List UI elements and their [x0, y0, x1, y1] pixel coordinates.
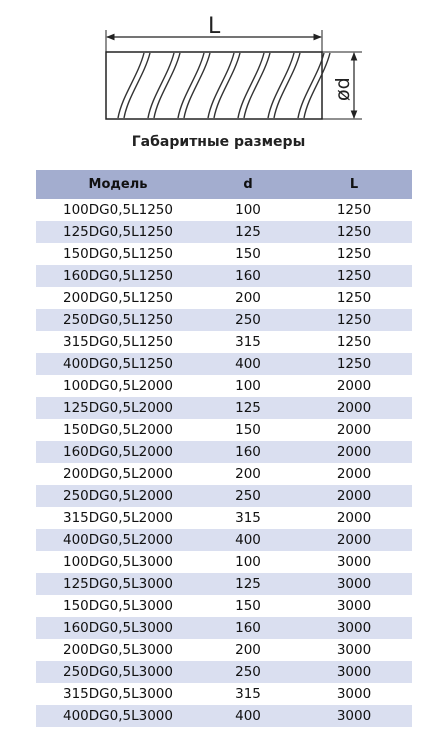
cell-diameter: 400 [200, 353, 296, 375]
cell-diameter: 125 [200, 397, 296, 419]
cell-diameter: 160 [200, 265, 296, 287]
cell-diameter: 250 [200, 661, 296, 683]
cell-diameter: 315 [235, 686, 261, 702]
cell-diameter: 150 [235, 598, 261, 614]
cell-length: 3000 [296, 661, 412, 683]
table-row [36, 661, 412, 683]
table-row [36, 617, 412, 639]
table-row [36, 419, 412, 441]
cell-length: 2000 [336, 422, 372, 438]
table-row [36, 309, 412, 331]
duct-body [106, 52, 322, 119]
cell-length: 3000 [336, 598, 372, 614]
cell-model: 100DG0,5L2000 [63, 378, 173, 394]
table-row [36, 507, 412, 529]
cell-diameter: 125 [200, 221, 296, 243]
cell-length: 2000 [336, 378, 372, 394]
table-body [36, 199, 412, 727]
table-row [36, 287, 412, 309]
table-row [36, 683, 412, 705]
cell-length: 2000 [296, 529, 412, 551]
cell-length: 1250 [336, 202, 372, 218]
cell-diameter: 125 [200, 573, 296, 595]
cell-length: 3000 [296, 573, 412, 595]
length-label: L [208, 14, 221, 39]
cell-model: 160DG0,5L2000 [36, 441, 200, 463]
cell-model: 250DG0,5L2000 [36, 485, 200, 507]
cell-model: 315DG0,5L1250 [63, 334, 173, 350]
cell-length: 2000 [296, 441, 412, 463]
cell-length: 1250 [296, 265, 412, 287]
diameter-label: ød [332, 77, 354, 101]
cell-diameter: 315 [235, 510, 261, 526]
cell-length: 2000 [336, 466, 372, 482]
cell-length: 1250 [296, 221, 412, 243]
flexible-duct-drawing [0, 0, 437, 130]
cell-model: 150DG0,5L1250 [63, 246, 173, 262]
cell-model: 160DG0,5L1250 [36, 265, 200, 287]
table-row [36, 265, 412, 287]
table-row [36, 551, 412, 573]
cell-model: 250DG0,5L3000 [36, 661, 200, 683]
table-row [36, 485, 412, 507]
cell-model: 200DG0,5L3000 [63, 642, 173, 658]
cell-diameter: 200 [235, 642, 261, 658]
cell-length: 3000 [336, 642, 372, 658]
cell-length: 2000 [296, 485, 412, 507]
cell-diameter: 200 [235, 290, 261, 306]
table-row [36, 331, 412, 353]
table-row [36, 573, 412, 595]
table-header-row [36, 170, 412, 199]
cell-model: 160DG0,5L3000 [36, 617, 200, 639]
cell-length: 2000 [336, 510, 372, 526]
cell-length: 1250 [336, 246, 372, 262]
cell-length: 1250 [296, 309, 412, 331]
table-row [36, 705, 412, 727]
cell-model: 400DG0,5L3000 [36, 705, 200, 727]
cell-diameter: 160 [200, 441, 296, 463]
table-row [36, 221, 412, 243]
cell-length: 2000 [296, 397, 412, 419]
cell-model: 200DG0,5L1250 [63, 290, 173, 306]
cell-diameter: 315 [235, 334, 261, 350]
cell-diameter: 150 [235, 422, 261, 438]
cell-diameter: 100 [235, 554, 261, 570]
cell-length: 3000 [336, 686, 372, 702]
cell-length: 3000 [296, 705, 412, 727]
table-row [36, 243, 412, 265]
cell-model: 250DG0,5L1250 [36, 309, 200, 331]
cell-length: 3000 [296, 617, 412, 639]
table-row [36, 441, 412, 463]
table-row [36, 199, 412, 221]
header-length: L [296, 170, 412, 199]
table-row [36, 529, 412, 551]
cell-length: 3000 [336, 554, 372, 570]
cell-model: 315DG0,5L3000 [63, 686, 173, 702]
cell-model: 315DG0,5L2000 [63, 510, 173, 526]
cell-diameter: 400 [200, 529, 296, 551]
table-row [36, 639, 412, 661]
cell-model: 100DG0,5L3000 [63, 554, 173, 570]
table-row [36, 463, 412, 485]
cell-diameter: 100 [235, 202, 261, 218]
table-row [36, 375, 412, 397]
cell-diameter: 400 [200, 705, 296, 727]
cell-model: 150DG0,5L2000 [63, 422, 173, 438]
table-row [36, 397, 412, 419]
dimensions-table [36, 170, 412, 727]
cell-diameter: 100 [235, 378, 261, 394]
cell-model: 125DG0,5L2000 [36, 397, 200, 419]
cell-model: 100DG0,5L1250 [63, 202, 173, 218]
cell-model: 200DG0,5L2000 [63, 466, 173, 482]
page-title: Габаритные размеры [131, 134, 306, 150]
cell-model: 125DG0,5L1250 [36, 221, 200, 243]
cell-model: 400DG0,5L2000 [36, 529, 200, 551]
cell-length: 1250 [336, 290, 372, 306]
cell-length: 1250 [296, 353, 412, 375]
cell-diameter: 200 [235, 466, 261, 482]
header-diameter: d [200, 170, 296, 199]
cell-model: 400DG0,5L1250 [36, 353, 200, 375]
cell-diameter: 250 [200, 485, 296, 507]
table-row [36, 595, 412, 617]
cell-model: 125DG0,5L3000 [36, 573, 200, 595]
table-row [36, 353, 412, 375]
cell-length: 1250 [336, 334, 372, 350]
cell-diameter: 160 [200, 617, 296, 639]
cell-diameter: 150 [235, 246, 261, 262]
header-model: Модель [36, 170, 200, 199]
cell-model: 150DG0,5L3000 [63, 598, 173, 614]
cell-diameter: 250 [200, 309, 296, 331]
